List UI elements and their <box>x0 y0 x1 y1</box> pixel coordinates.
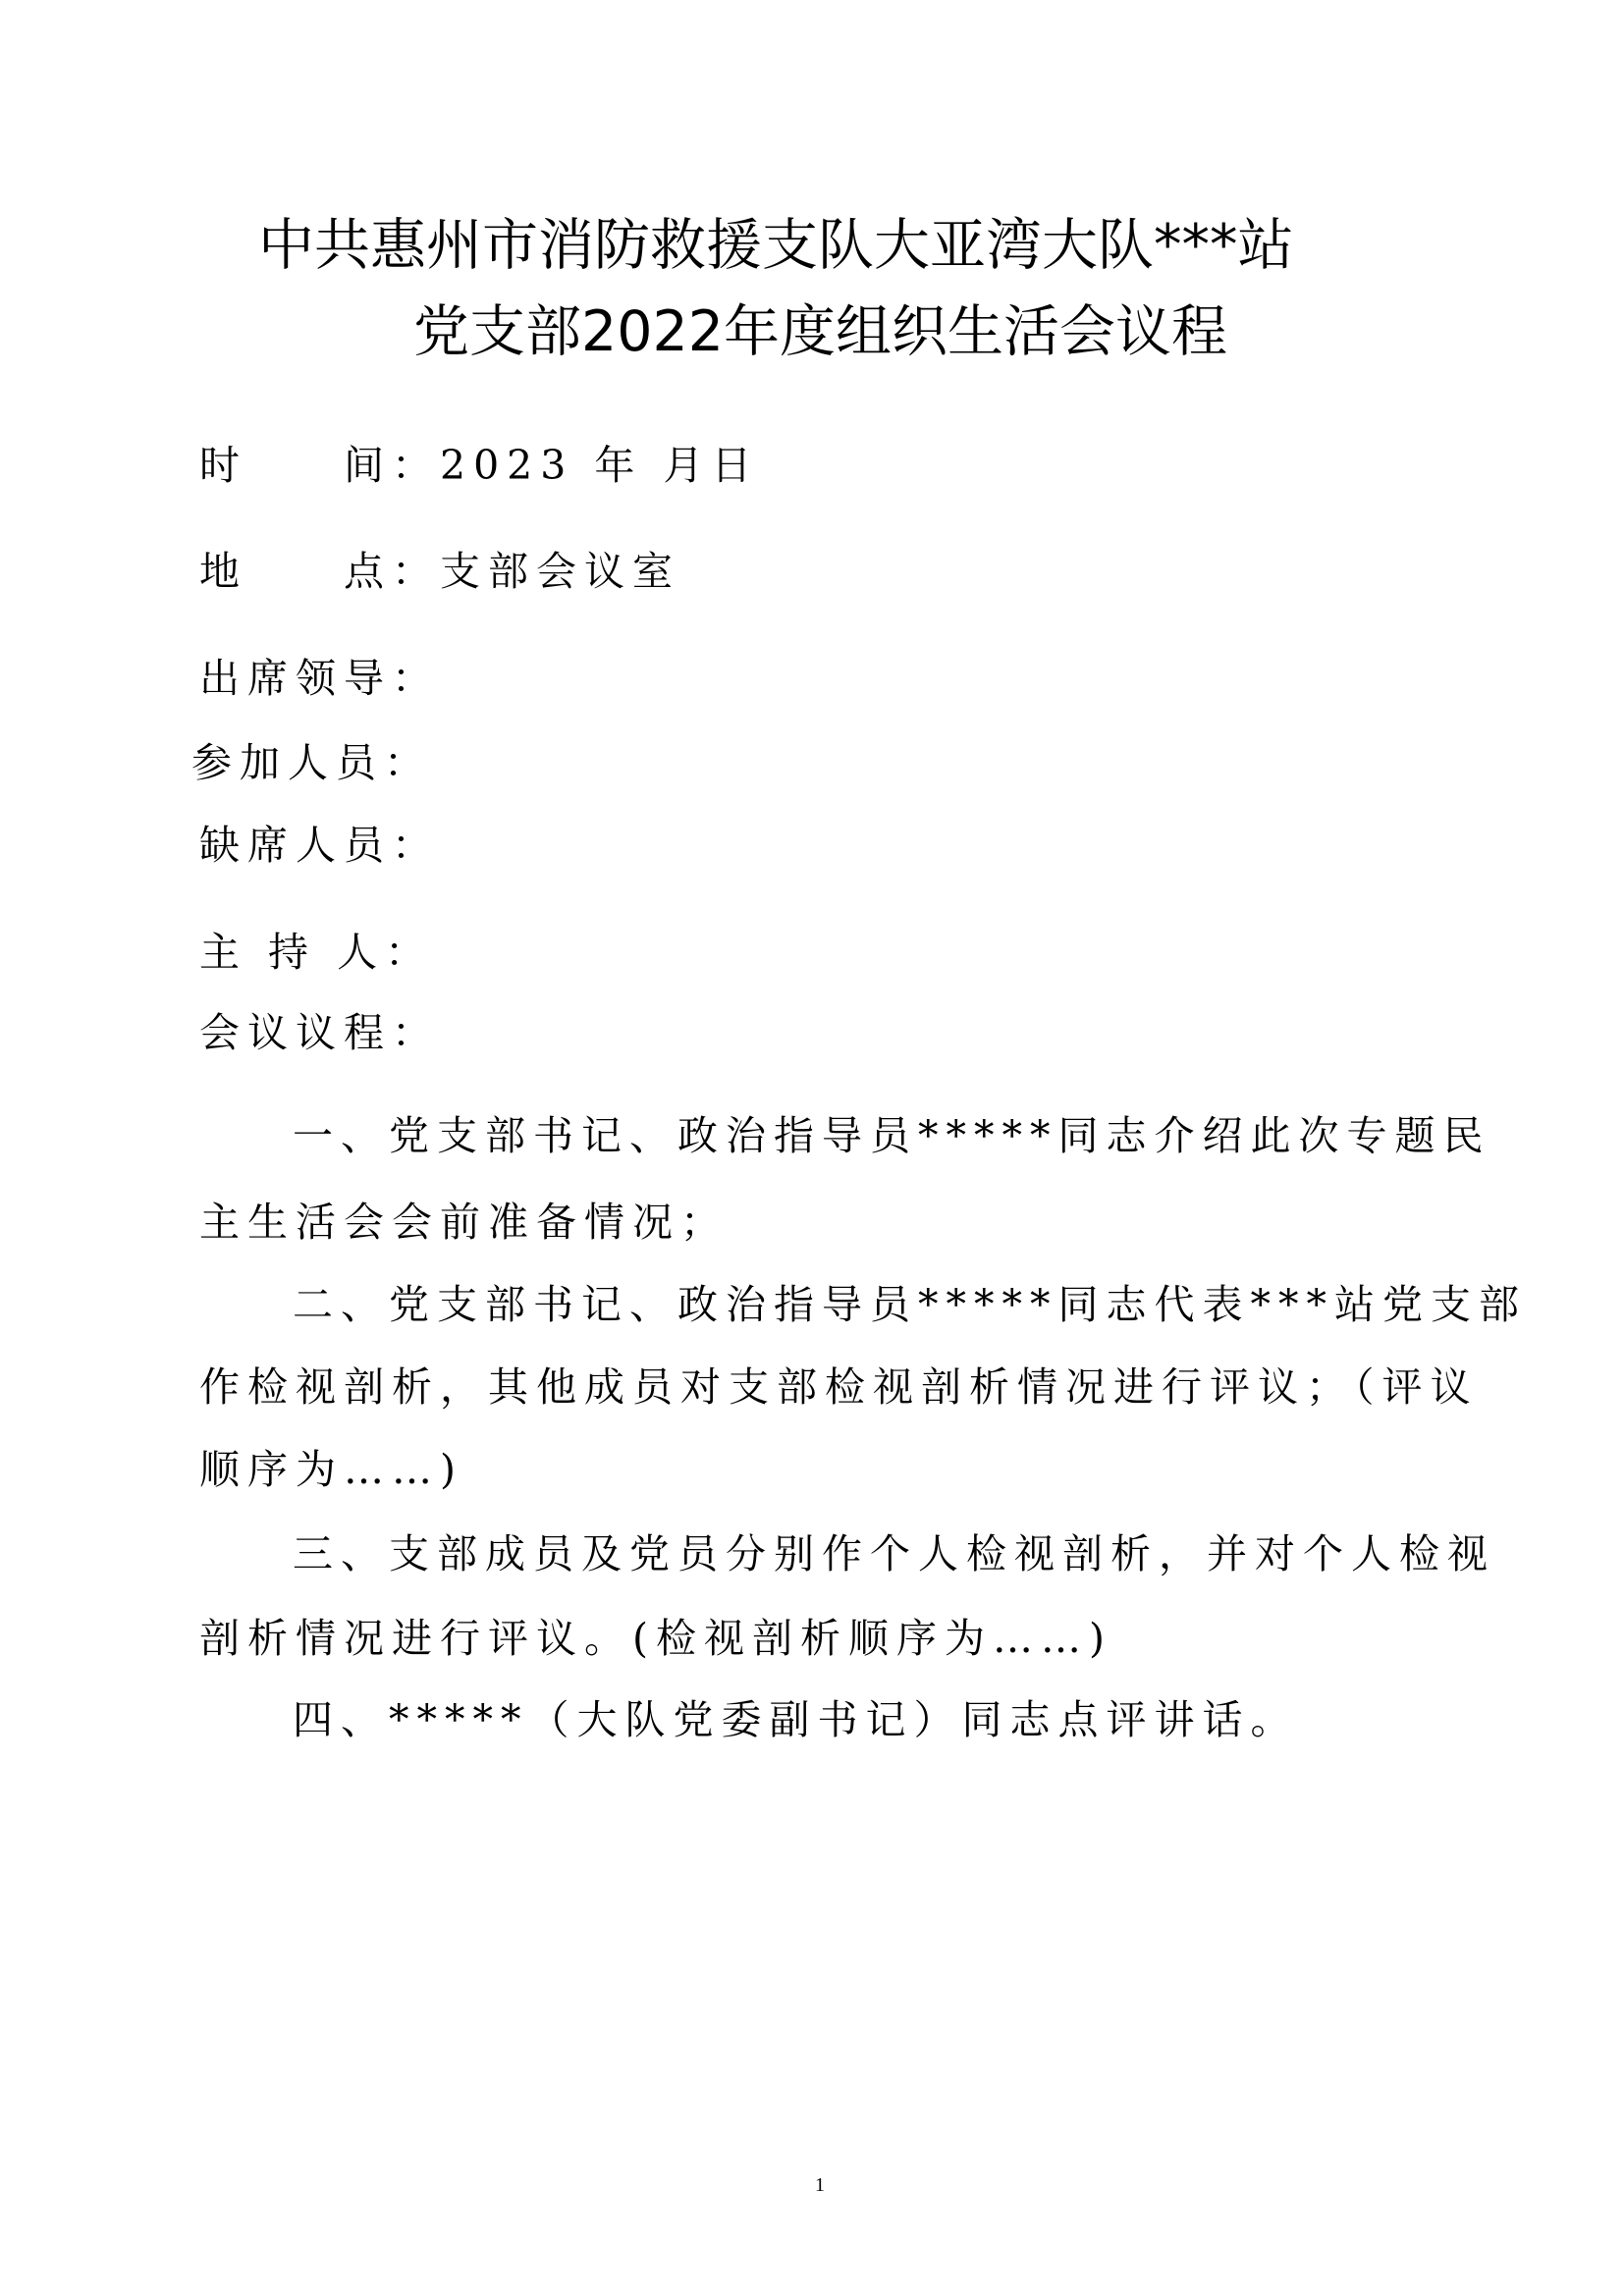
document-title-line2: 党支部2022年度组织生活会议程 <box>413 299 1228 364</box>
field-attendees: 参加人员： <box>191 739 432 786</box>
agenda-item-3-line1: 三、支部成员及党员分别作个人检视剖析，并对个人检视 <box>293 1530 1495 1577</box>
agenda-item-1-line1: 一、党支部书记、政治指导员*****同志介绍此次专题民 <box>293 1112 1491 1159</box>
agenda-item-2-line3: 顺序为……) <box>199 1446 463 1493</box>
field-absent: 缺席人员： <box>199 822 440 869</box>
field-agenda: 会议议程： <box>199 1009 440 1056</box>
agenda-item-2-line1: 二、党支部书记、政治指导员*****同志代表***站党支部 <box>293 1281 1527 1328</box>
field-host: 主 持 人： <box>199 929 434 976</box>
agenda-item-2-line2: 作检视剖析，其他成员对支部检视剖析情况进行评议；（评议 <box>199 1363 1479 1411</box>
document-title-line1: 中共惠州市消防救援支队大亚湾大队***站 <box>258 213 1294 278</box>
page-number: 1 <box>815 2174 825 2196</box>
agenda-item-4-line1: 四、*****（大队党委副书记）同志点评讲话。 <box>293 1696 1299 1743</box>
field-time: 时 间：2023 年 月日 <box>199 442 760 489</box>
field-leaders: 出席领导： <box>199 655 440 702</box>
field-place: 地 点：支部会议室 <box>199 548 680 595</box>
agenda-item-3-line2: 剖析情况进行评议。(检视剖析顺序为……) <box>199 1615 1112 1662</box>
agenda-item-1-line2: 主生活会会前准备情况； <box>199 1199 729 1246</box>
